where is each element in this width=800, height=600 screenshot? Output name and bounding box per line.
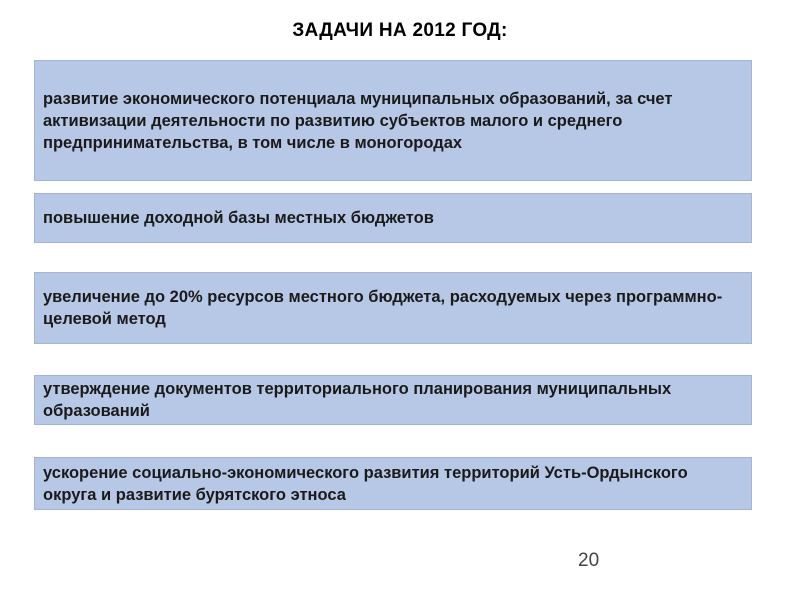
task-box-4 — [34, 375, 752, 425]
task-text-2: повышение доходной базы местных бюджетов — [43, 209, 434, 227]
task-box-1 — [34, 60, 752, 181]
task-text-5: ускорение социально-экономического развития территорий Усть-Ордынского округа и развитие бурятского этноса — [43, 463, 688, 504]
task-box-2 — [34, 193, 752, 243]
task-text-3: увеличение до 20% ресурсов местного бюджета, расходуемых через программно-целевой метод — [43, 288, 723, 328]
task-text-1: развитие экономического потенциала муниципальных образований, за счет активизации деятельности по развитию субъектов малого и среднего предпринимательства, в том числе в моногородах — [43, 89, 673, 152]
page-number: 20 — [578, 550, 600, 571]
task-box-5 — [34, 457, 752, 510]
task-box-3 — [34, 272, 752, 344]
slide-title: ЗАДАЧИ НА 2012 ГОД: — [292, 20, 508, 41]
task-text-4: утверждение документов территориального планирования муниципальных образований — [43, 380, 672, 420]
